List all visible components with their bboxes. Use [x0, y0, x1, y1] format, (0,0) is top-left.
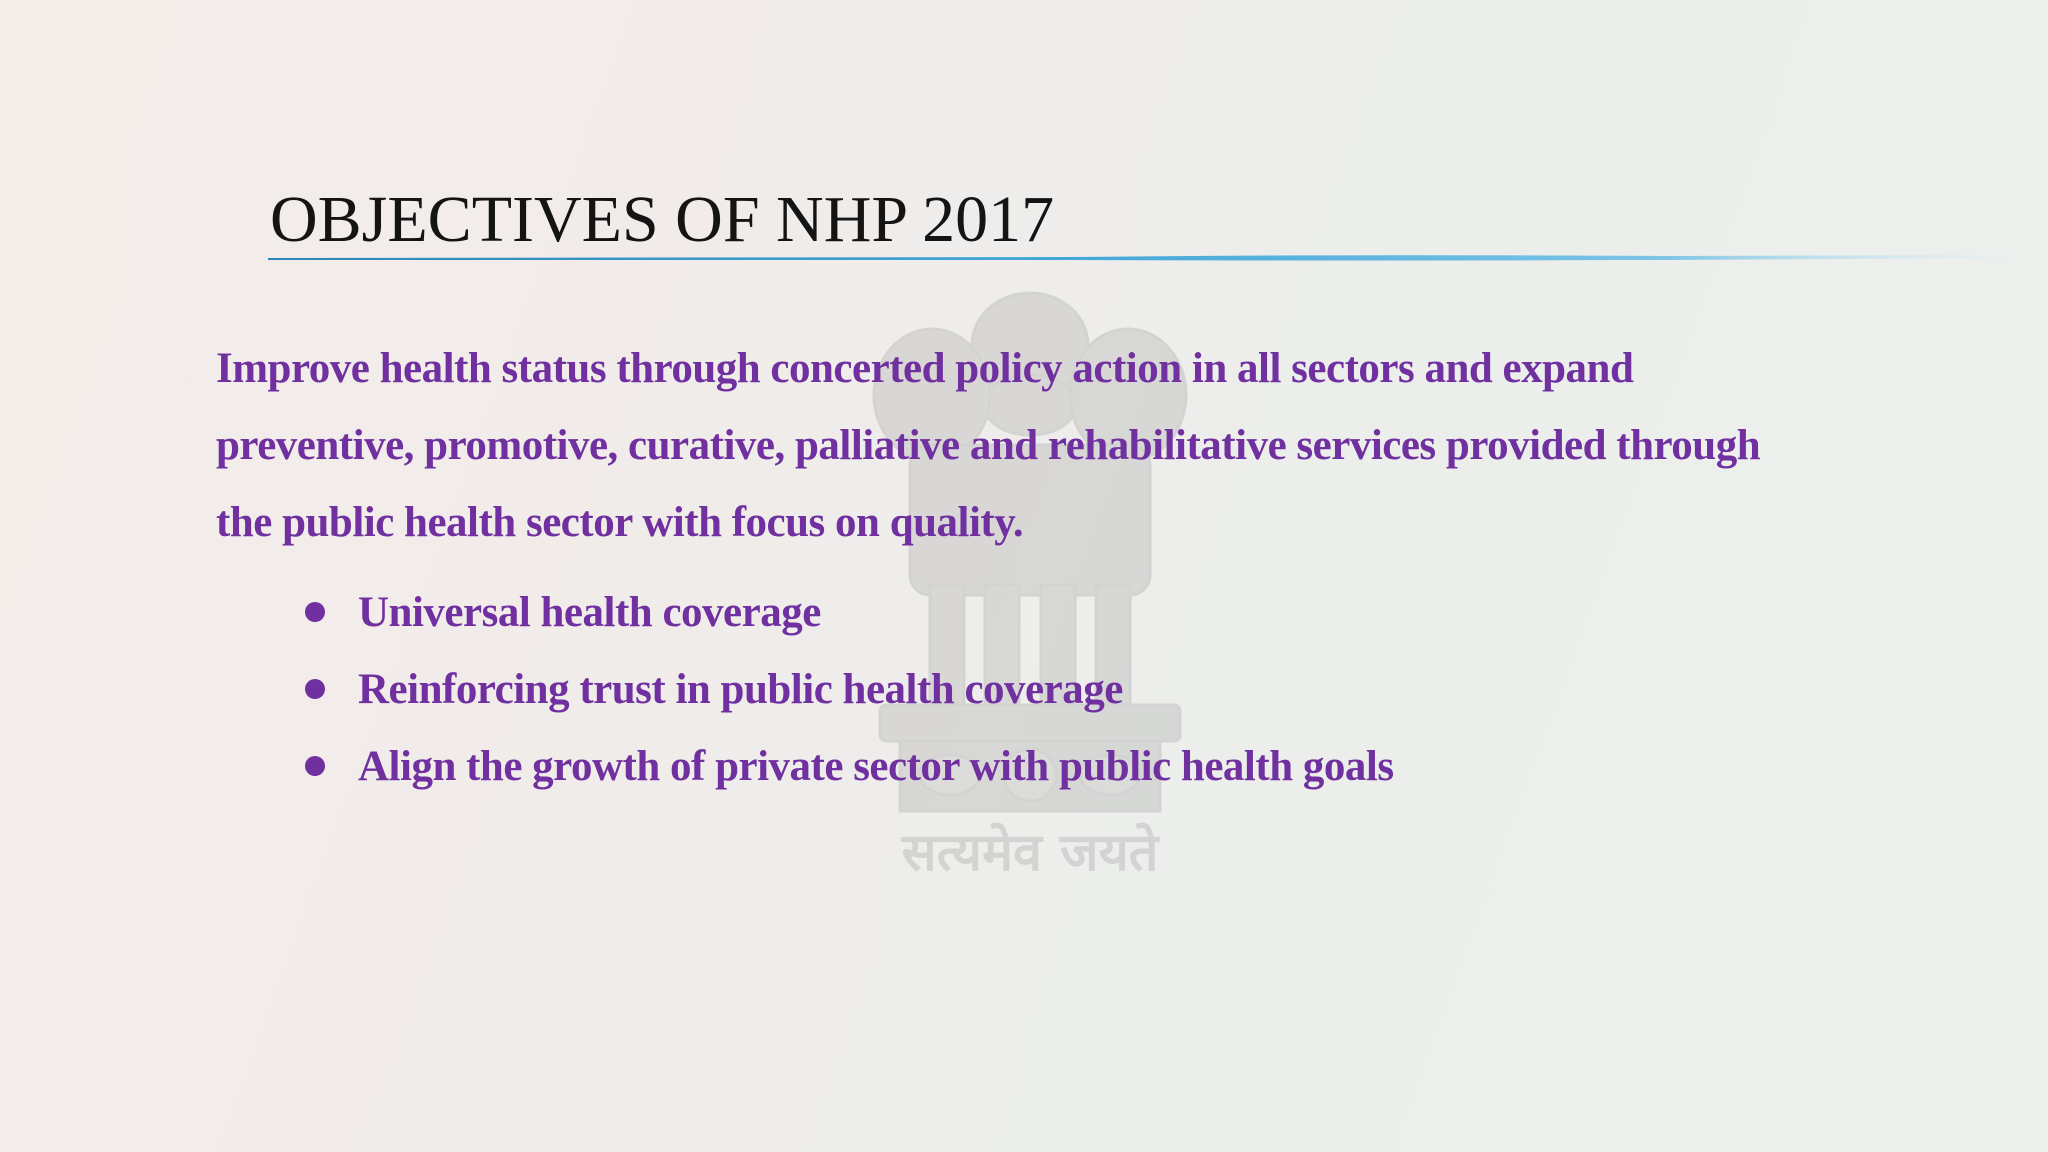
list-item-text: Align the growth of private sector with public health goals — [358, 743, 1394, 790]
list-item-text: Reinforcing trust in public health coverage — [358, 666, 1123, 713]
bullet-dot-icon — [305, 679, 325, 699]
list-item — [300, 574, 1394, 651]
objectives-list — [300, 574, 1394, 805]
bullet-dot-icon — [305, 602, 325, 622]
list-item — [300, 651, 1394, 728]
title-underline — [268, 250, 2008, 264]
bullet-dot-icon — [305, 756, 325, 776]
emblem-motto: सत्यमेव जयते — [901, 823, 1159, 883]
list-item-text: Universal health coverage — [358, 589, 821, 636]
objective-paragraph: Improve health status through concerted policy action in all sectors and expand preventive, promotive, curative, palliative and rehabilitative services provided through the public health sector with focus on quality. — [216, 345, 1761, 546]
slide-title: OBJECTIVES OF NHP 2017 — [270, 183, 1055, 256]
list-item — [300, 728, 1394, 805]
